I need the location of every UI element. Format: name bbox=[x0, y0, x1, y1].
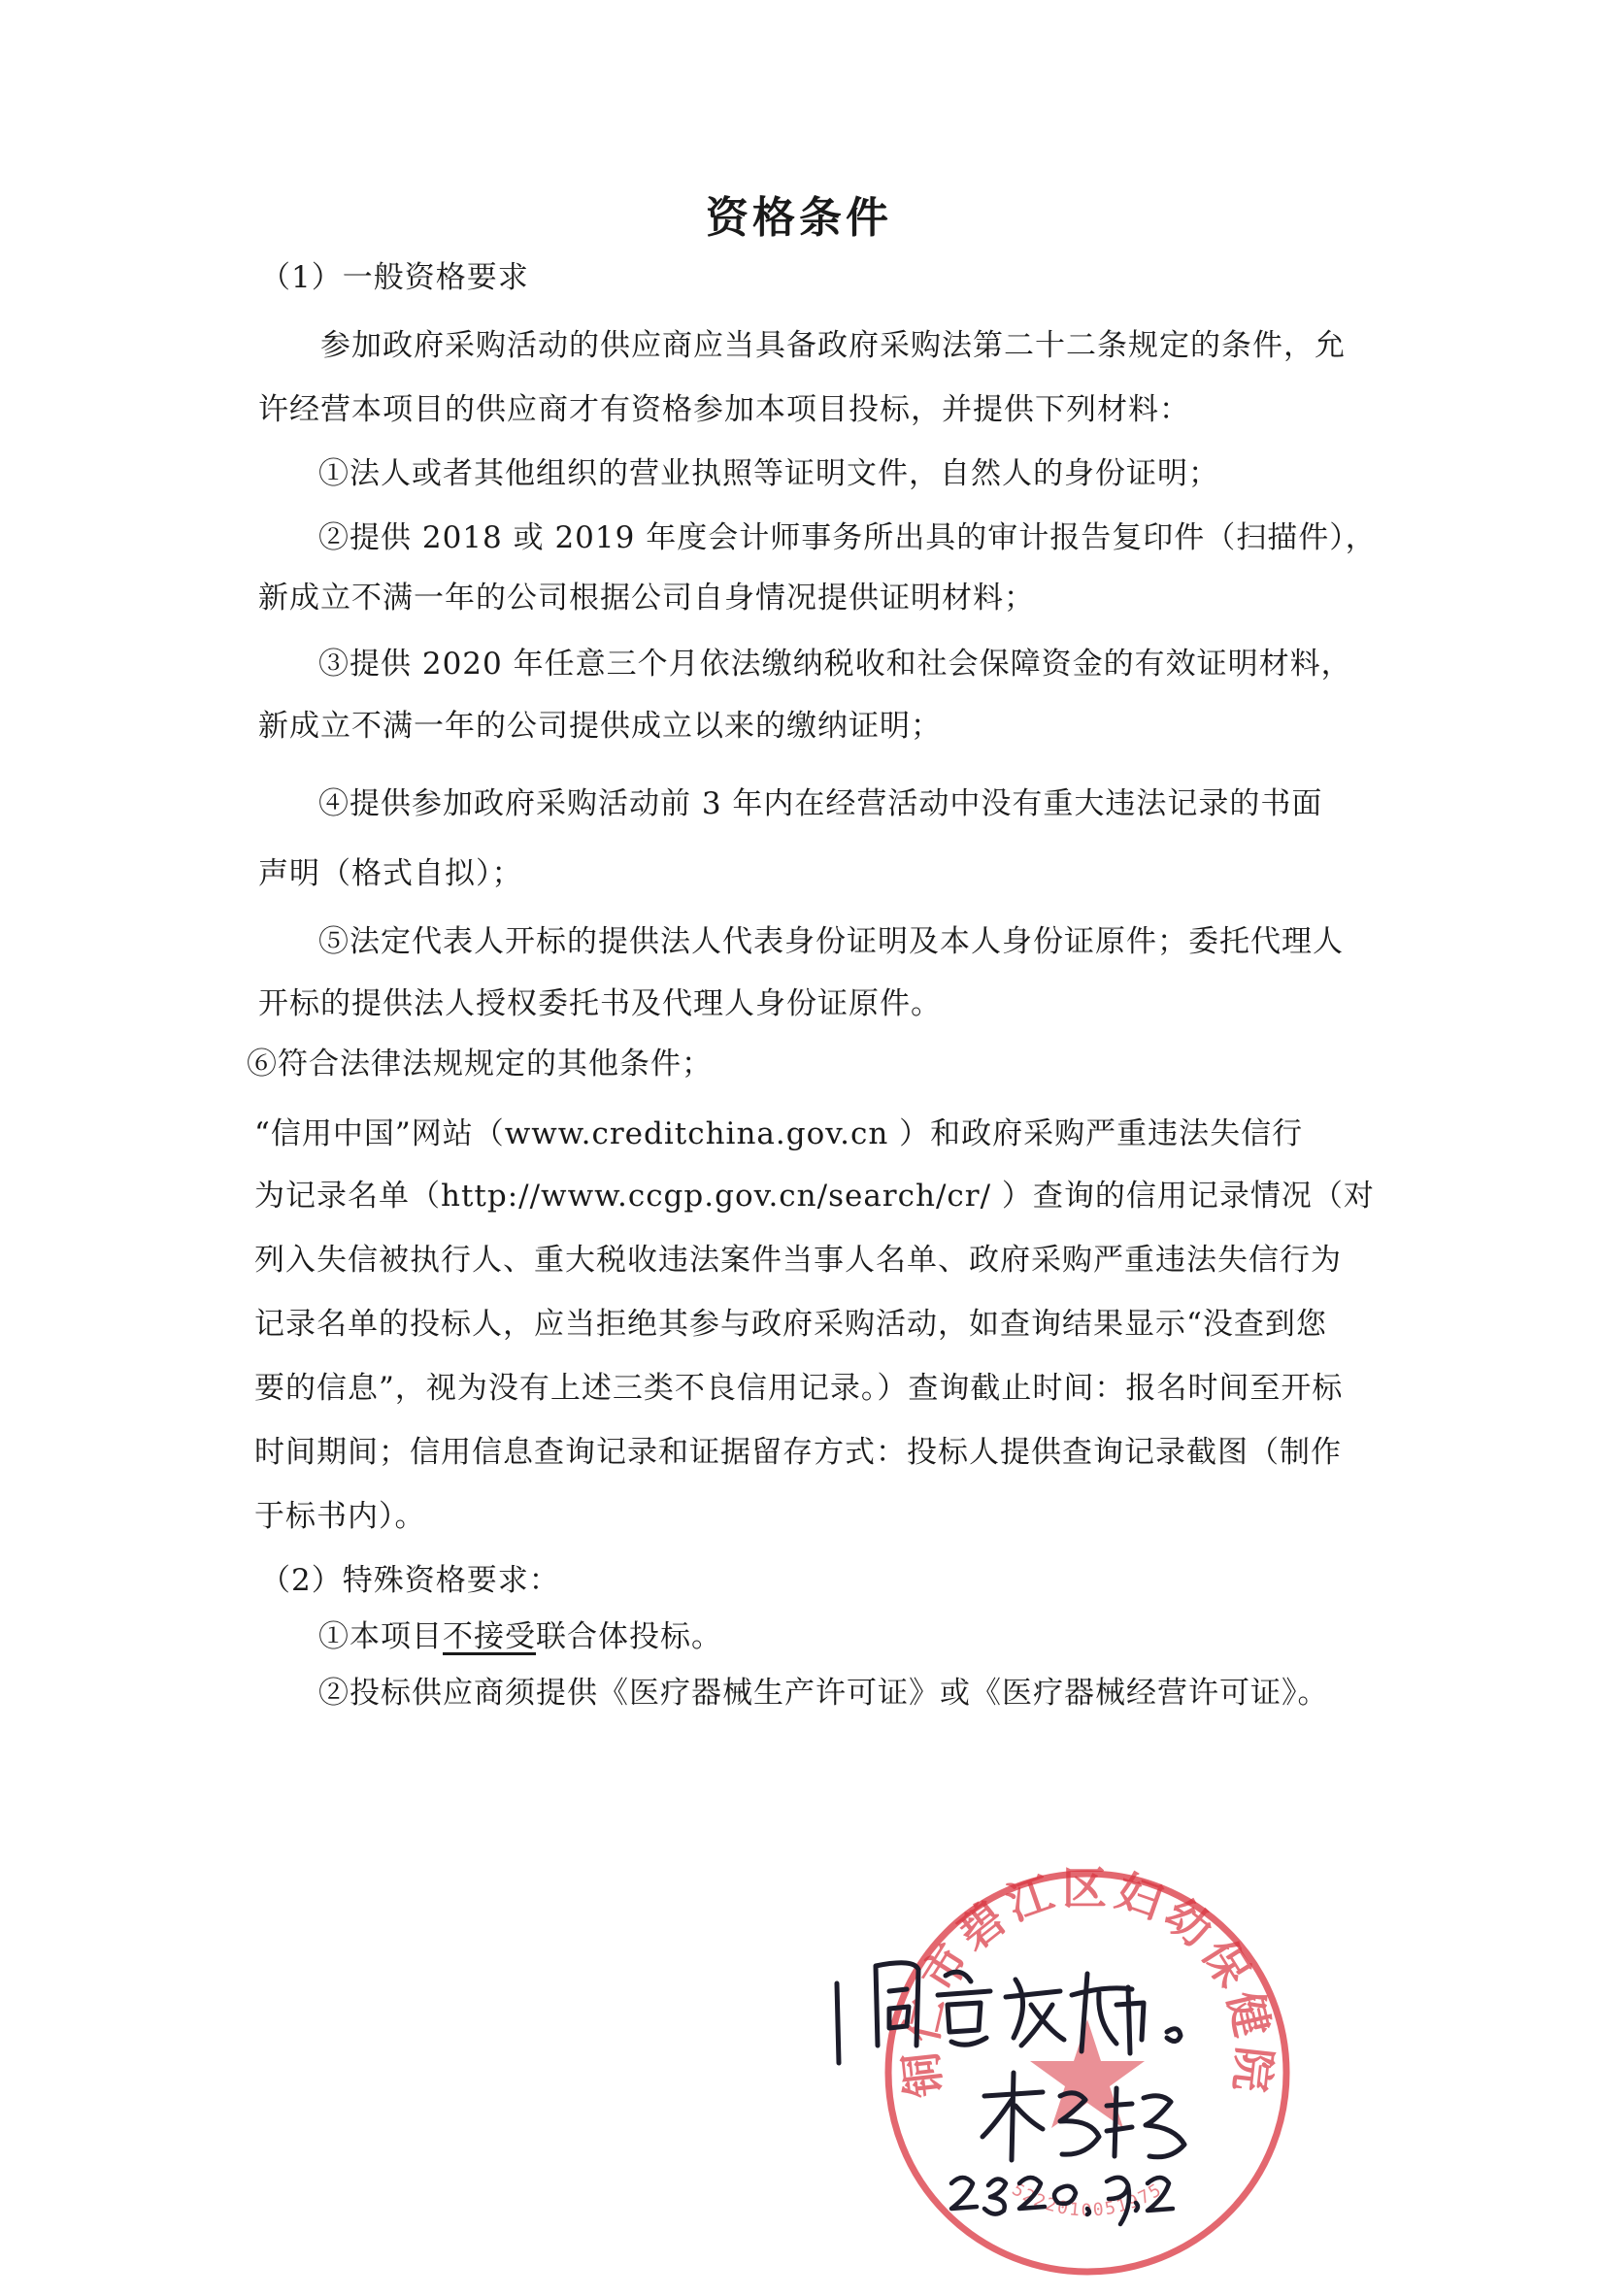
special-item-1-suffix: 联合体投标。 bbox=[536, 1619, 722, 1654]
item-5-line-1: ⑤法定代表人开标的提供法人代表身份证明及本人身份证原件；委托代理人 bbox=[318, 924, 1344, 959]
signature-date bbox=[942, 2160, 1175, 2228]
item-3-line-2: 新成立不满一年的公司提供成立以来的缴纳证明； bbox=[258, 709, 942, 744]
credit-line-2: 为记录名单（http://www.ccgp.gov.cn/search/cr/ ）查询的信用记录情况（对 bbox=[254, 1179, 1375, 1214]
seal-text: 铜仁市碧江区妇幼保健院 bbox=[893, 1861, 1282, 2101]
item-4-line-2: 声明（格式自拟）； bbox=[258, 856, 523, 891]
credit-line-3: 列入失信被执行人、重大税收违法案件当事人名单、政府采购严重违法失信行为 bbox=[254, 1243, 1342, 1278]
signature-note bbox=[825, 1937, 1233, 2082]
section1-heading: （1）一般资格要求 bbox=[260, 260, 529, 295]
credit-line-5: 要的信息”，视为没有上述三类不良信用记录。）查询截止时间：报名时间至开标 bbox=[254, 1371, 1344, 1406]
seal-star-icon bbox=[1030, 2019, 1145, 2128]
special-item-1-underlined: 不接受 bbox=[443, 1619, 536, 1654]
item-6: ⑥符合法律法规规定的其他条件； bbox=[247, 1047, 713, 1081]
document-title: 资格条件 bbox=[706, 193, 892, 243]
intro-line-2: 许经营本项目的供应商才有资格参加本项目投标，并提供下列材料： bbox=[258, 392, 1190, 427]
credit-line-6: 时间期间；信用信息查询记录和证据留存方式：投标人提供查询记录截图（制作 bbox=[254, 1435, 1342, 1470]
seal-ring bbox=[888, 1874, 1286, 2272]
credit-line-7: 于标书内）。 bbox=[254, 1499, 426, 1534]
special-item-1-prefix: ①本项目 bbox=[318, 1619, 443, 1654]
item-2-line-1: ②提供 2018 或 2019 年度会计师事务所出具的审计报告复印件（扫描件）， bbox=[318, 520, 1377, 555]
credit-line-4: 记录名单的投标人，应当拒绝其参与政府采购活动，如查询结果显示“没查到您 bbox=[254, 1307, 1327, 1342]
intro-line-1: 参加政府采购活动的供应商应当具备政府采购法第二十二条规定的条件，允 bbox=[320, 328, 1346, 363]
seal-number: 5222010051975 bbox=[1008, 2179, 1167, 2221]
item-1: ①法人或者其他组织的营业执照等证明文件，自然人的身份证明； bbox=[318, 456, 1219, 491]
item-2-line-2: 新成立不满一年的公司根据公司自身情况提供证明材料； bbox=[258, 581, 1035, 616]
section2-heading: （2）特殊资格要求： bbox=[260, 1563, 560, 1598]
special-item-2: ②投标供应商须提供《医疗器械生产许可证》或《医疗器械经营许可证》。 bbox=[318, 1676, 1329, 1711]
item-4-line-1: ④提供参加政府采购活动前 3 年内在经营活动中没有重大违法记录的书面 bbox=[318, 786, 1323, 821]
item-5-line-2: 开标的提供法人授权委托书及代理人身份证原件。 bbox=[258, 986, 942, 1021]
official-seal bbox=[864, 1849, 1311, 2296]
credit-line-1: “信用中国”网站（www.creditchina.gov.cn ）和政府采购严重违法失信行 bbox=[254, 1116, 1304, 1151]
signature-name bbox=[971, 2063, 1204, 2170]
special-item-1 bbox=[318, 1606, 722, 1668]
item-3-line-1: ③提供 2020 年任意三个月依法缴纳税收和社会保障资金的有效证明材料， bbox=[318, 647, 1352, 682]
